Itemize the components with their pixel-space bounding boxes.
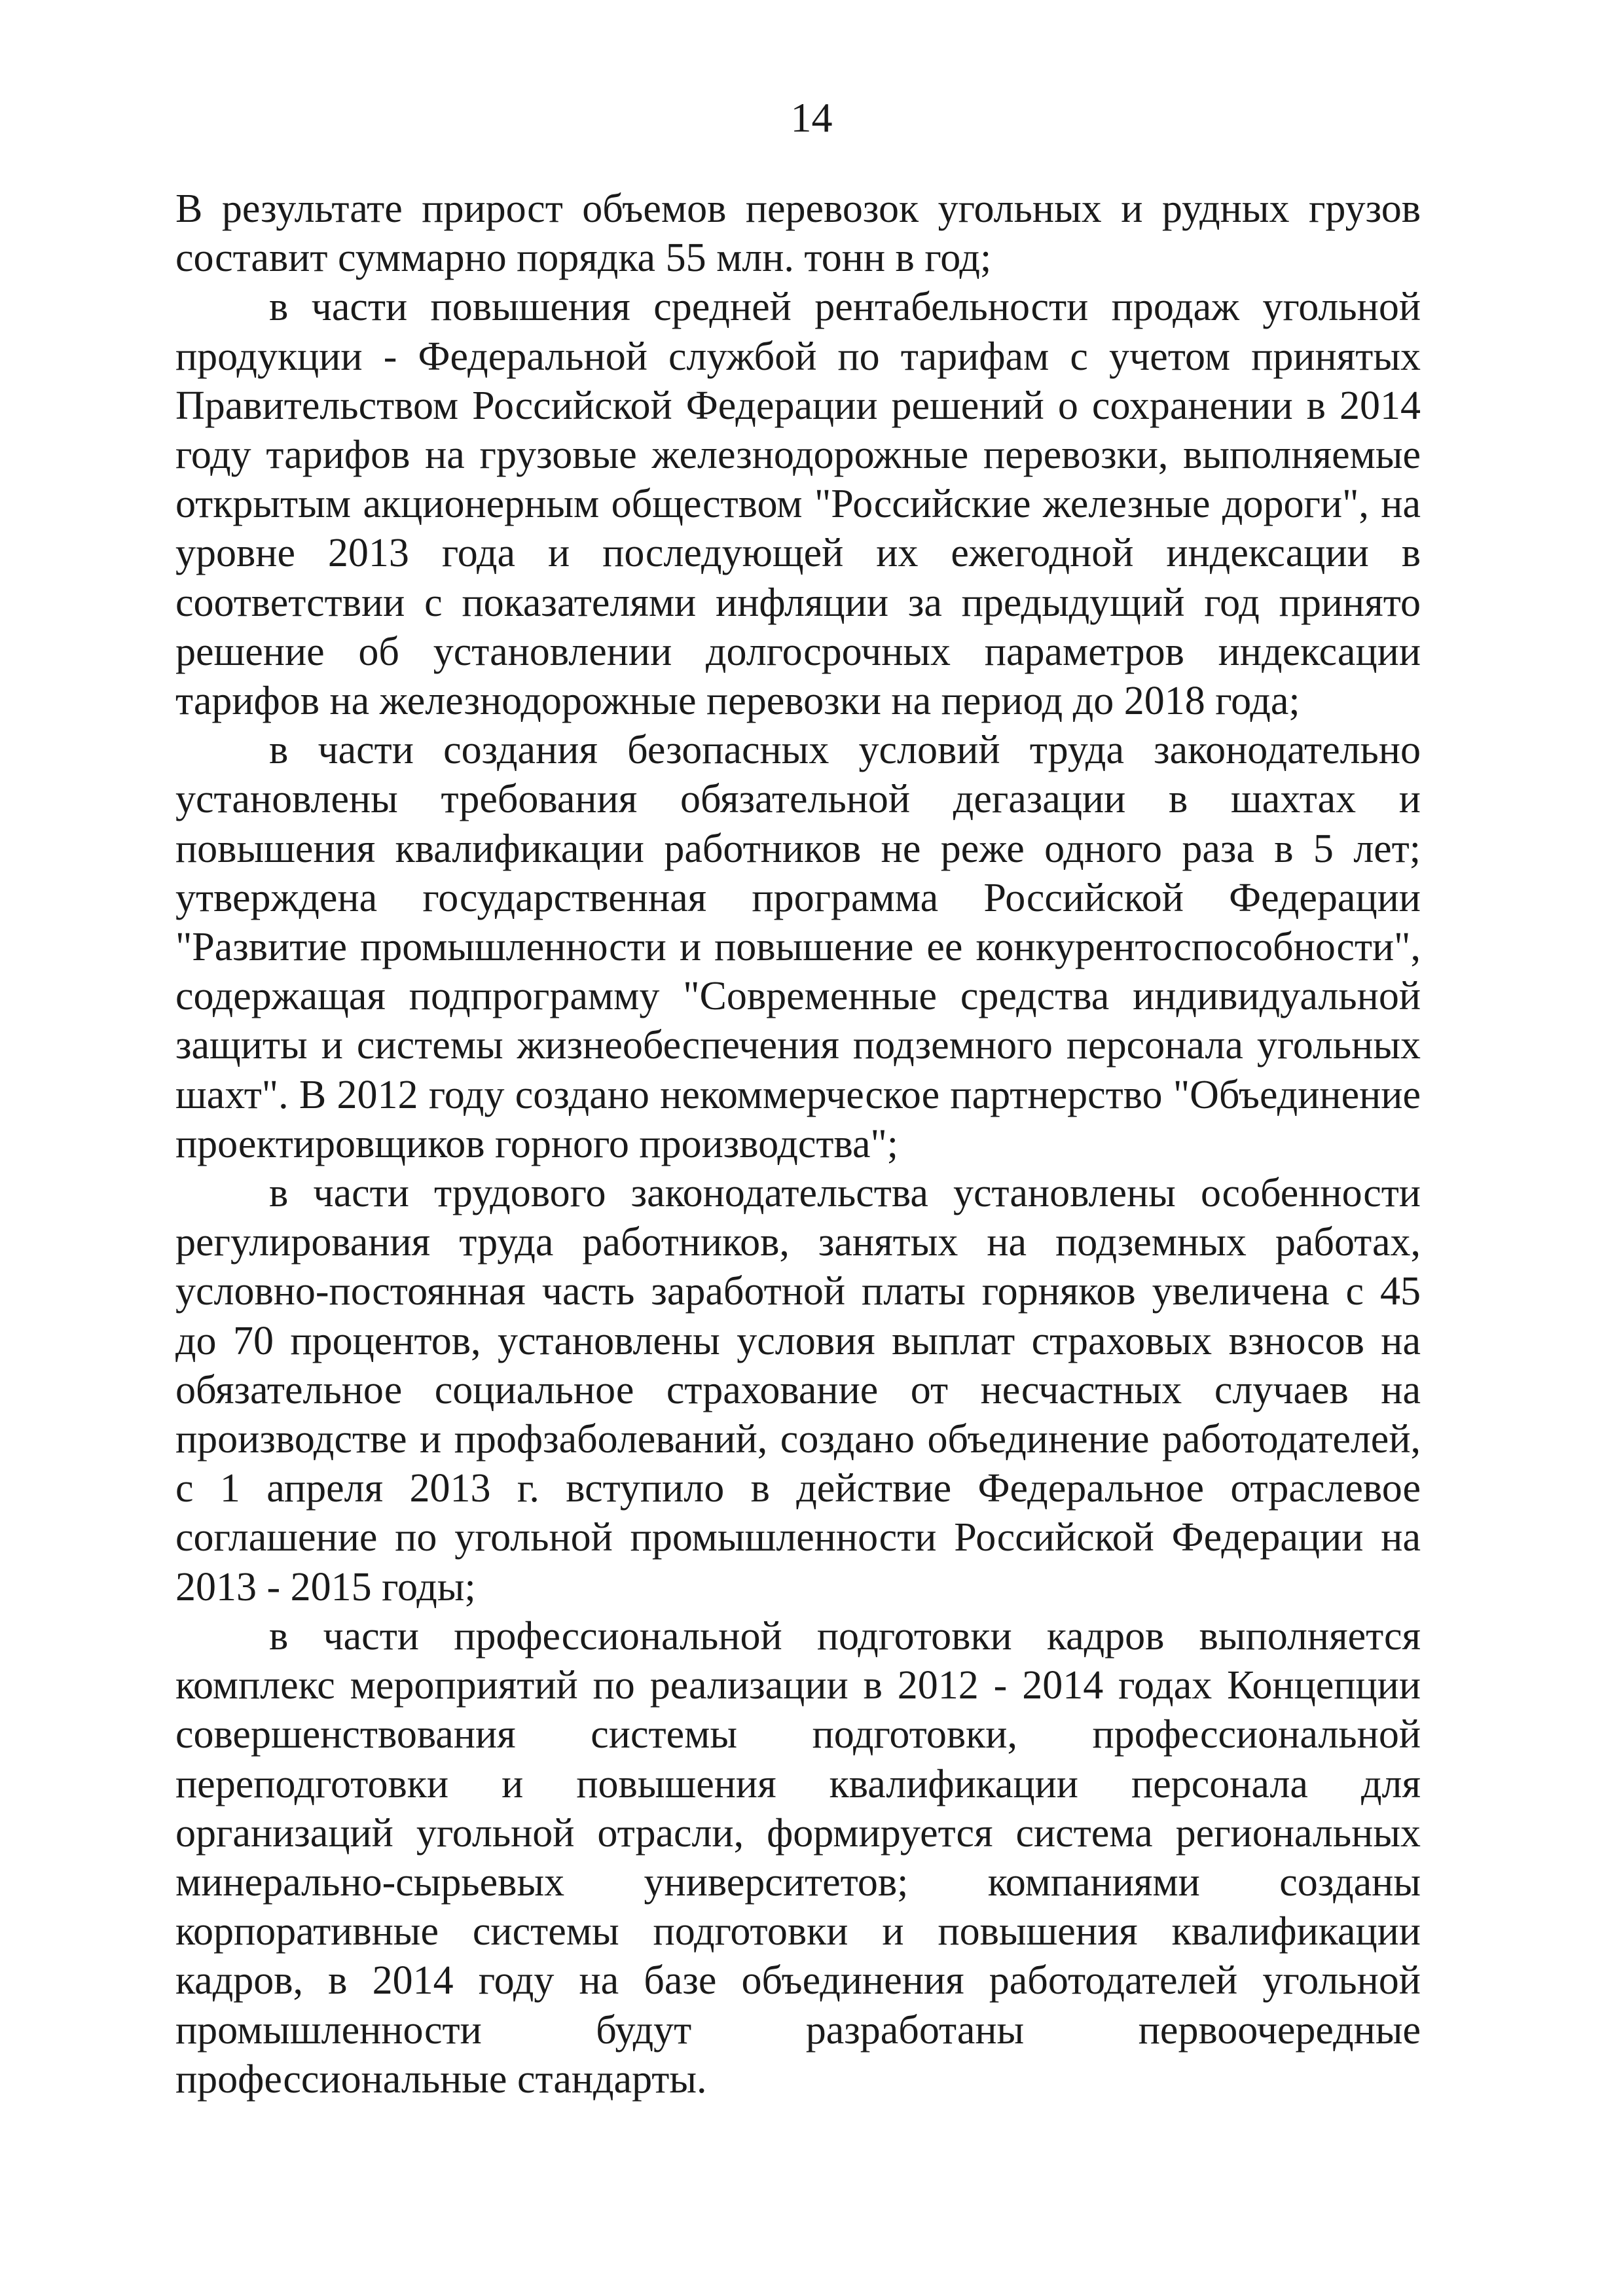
paragraph-transport-growth: В результате прирост объемов перевозок угольных и рудных грузов составит суммарно порядка 55 млн. тонн в год; xyxy=(175,187,1421,281)
paragraph-safety: в части создания безопасных условий труда законодательно установлены требования обязательной дегазации в шахтах и повышения квалификации работников не реже одного раза в 5 лет; утверждена государственная программа Российской Федерации "Развитие промышленности и повышение ее конкурентоспособности", содержащая подпрограмму "Современные средства индивидуальной защиты и системы жизнеобеспечения подземного персонала угольных шахт". В 2012 году создано некоммерческое партнерство "Объединение проектировщиков горного производства"; xyxy=(175,728,1421,1166)
page-number: 14 xyxy=(790,94,833,141)
paragraph-labor-law: в части трудового законодательства установлены особенности регулирования труда работников, занятых на подземных работах, условно-постоянная часть заработной платы горняков увеличена с 45 до 70 процентов, установлены условия выплат страховых взносов на обязательное социальное страхование от несчастных случаев на производстве и профзаболеваний, создано объединение работодателей, с 1 апреля 2013 г. вступило в действие Федеральное отраслевое соглашение по угольной промышленности Российской Федерации на 2013 - 2015 годы; xyxy=(175,1171,1421,1609)
paragraph-training: в части профессиональной подготовки кадров выполняется комплекс мероприятий по реализации в 2012 - 2014 годах Концепции совершенствования системы подготовки, профессиональной переподготовки и повышения квалификации персонала для организаций угольной отрасли, формируется система региональных минерально-сырьевых университетов; компаниями созданы корпоративные системы подготовки и повышения квалификации кадров, в 2014 году на базе объединения работодателей угольной промышленности будут разработаны первоочередные профессиональные стандарты. xyxy=(175,1613,1421,2102)
paragraph-profitability: в части повышения средней рентабельности продаж угольной продукции - Федеральной службой по тарифам с учетом принятых Правительством Российской Федерации решений о сохранении в 2014 году тарифов на грузовые железнодорожные перевозки, выполняемые открытым акционерным обществом "Российские железные дороги", на уровне 2013 года и последующей их ежегодной индексации в соответствии с показателями инфляции за предыдущий год принято решение об установлении долгосрочных параметров индексации тарифов на железнодорожные перевозки на период до 2018 года; xyxy=(175,285,1421,724)
document-body xyxy=(175,185,1421,2104)
